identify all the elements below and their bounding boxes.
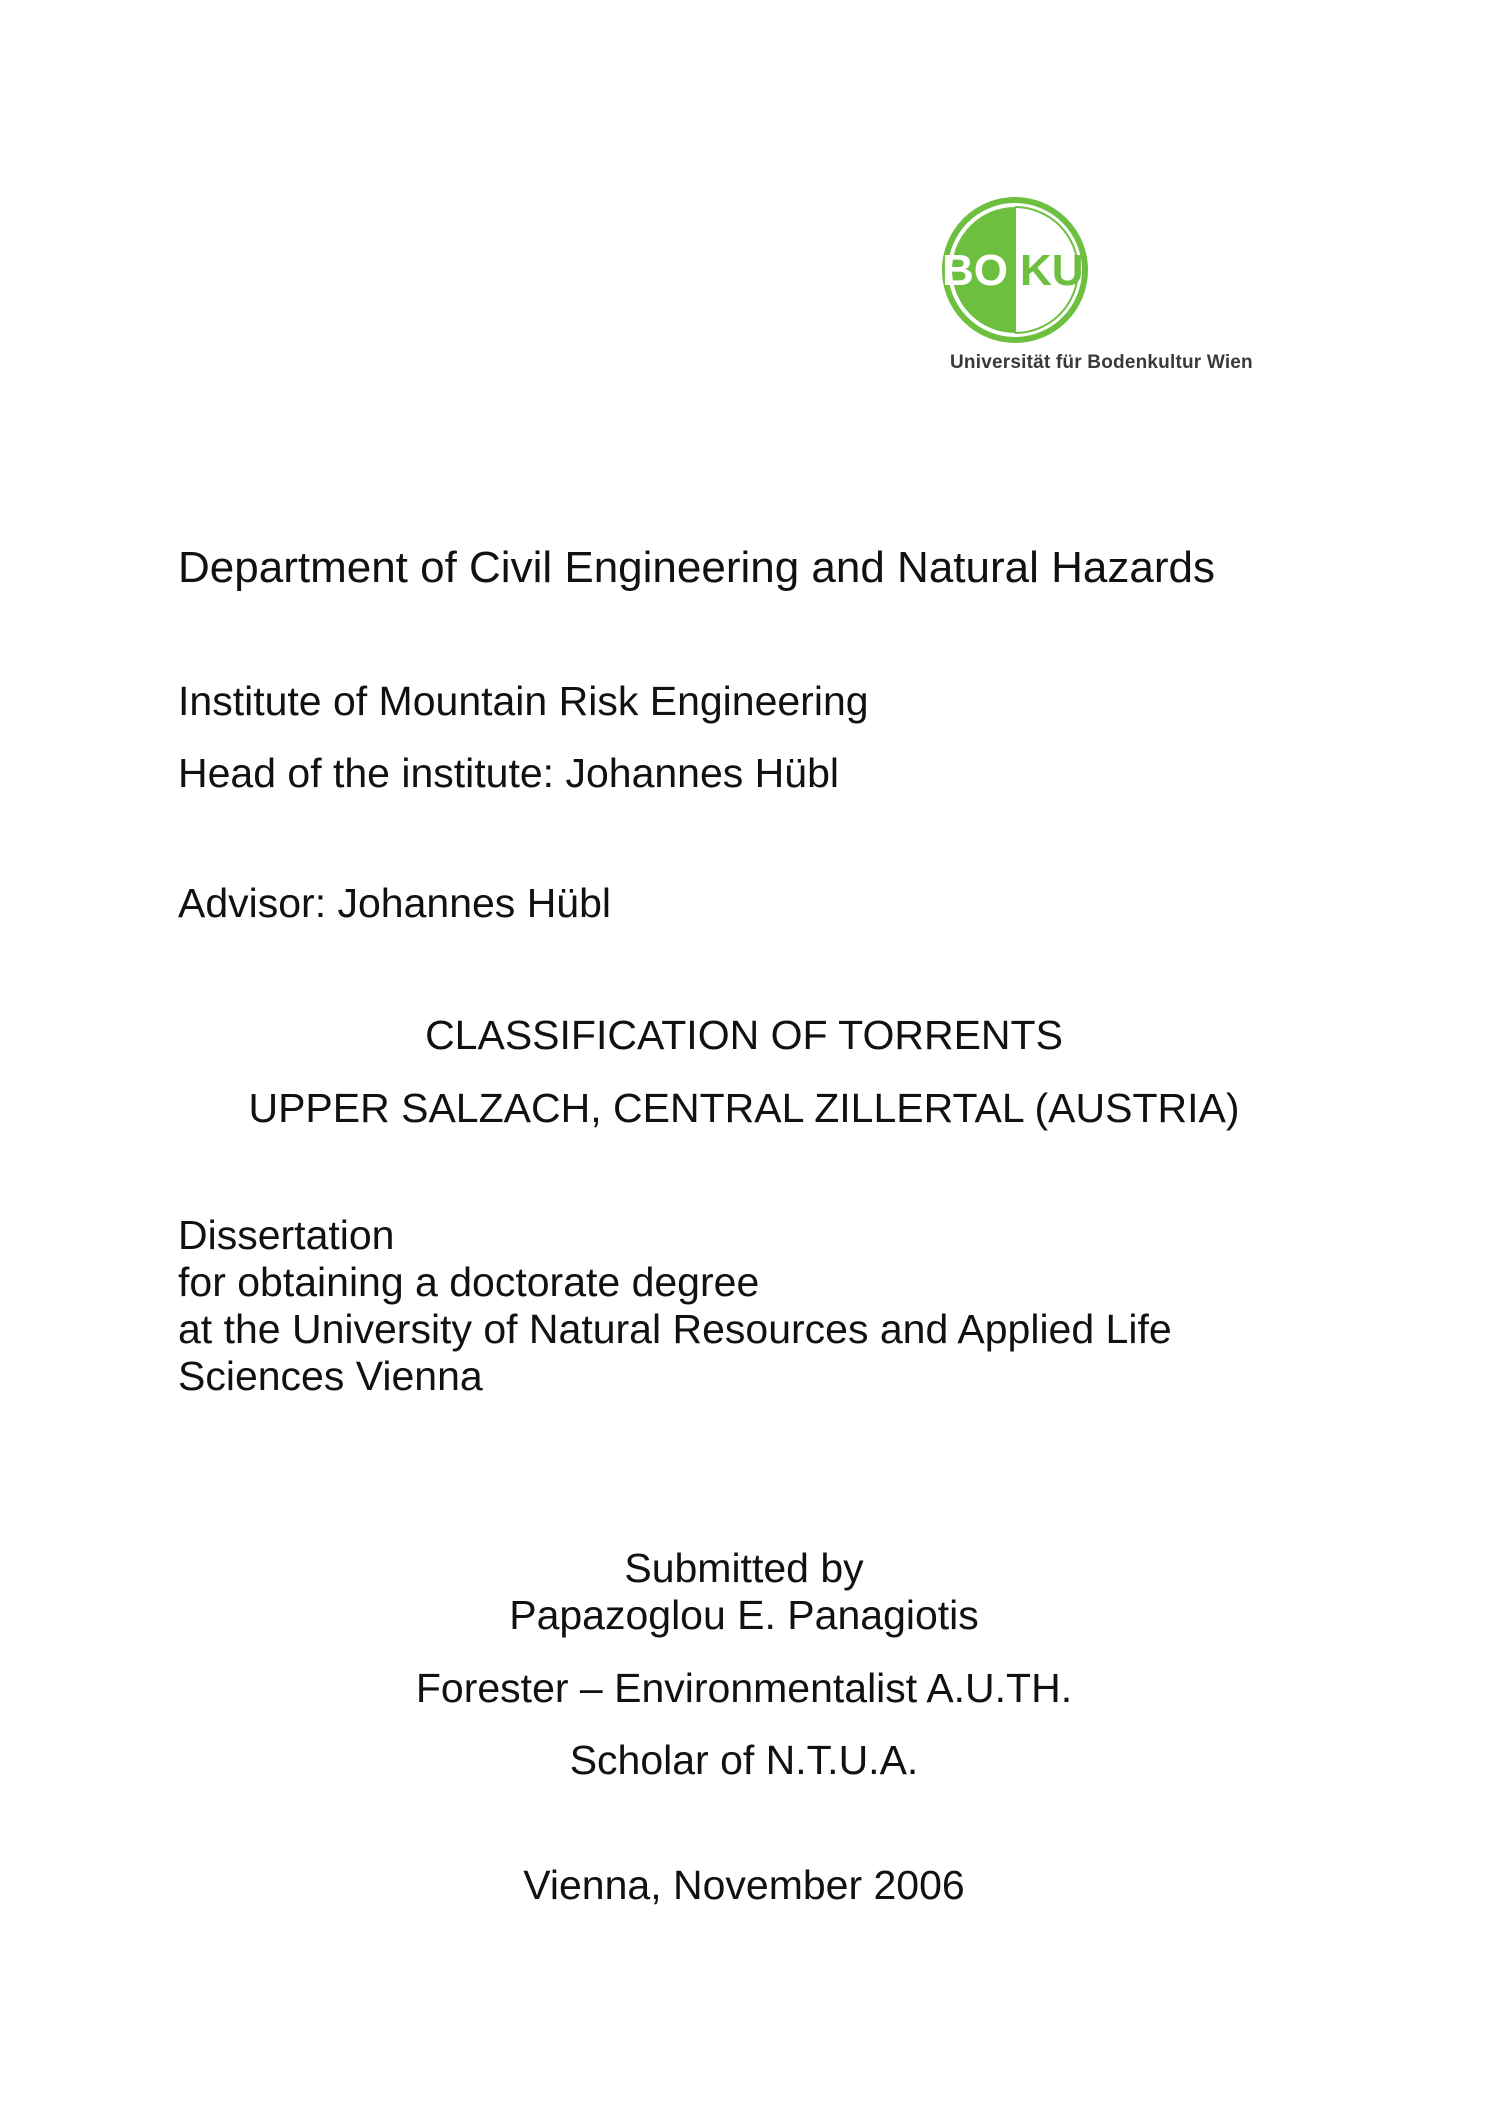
thesis-subtitle: UPPER SALZACH, CENTRAL ZILLERTAL (AUSTRIA) <box>248 1085 1240 1131</box>
author-credential: Scholar of N.T.U.A. <box>569 1737 919 1783</box>
dissertation-statement <box>178 1212 1172 1400</box>
svg-text:BO: BO <box>942 246 1008 295</box>
institute-name: Institute of Mountain Risk Engineering <box>178 678 869 724</box>
dissertation-line: Sciences Vienna <box>178 1353 483 1399</box>
department-name: Department of Civil Engineering and Natural Hazards <box>178 543 1215 592</box>
dissertation-line: for obtaining a doctorate degree <box>178 1259 760 1305</box>
thesis-title: CLASSIFICATION OF TORRENTS <box>425 1012 1063 1058</box>
submitted-by-label: Submitted by <box>624 1545 864 1591</box>
dissertation-line: Dissertation <box>178 1212 395 1258</box>
university-logo <box>940 195 1320 395</box>
head-of-institute: Head of the institute: Johannes Hübl <box>178 750 839 796</box>
advisor: Advisor: Johannes Hübl <box>178 880 612 926</box>
author-name: Papazoglou E. Panagiotis <box>509 1592 979 1638</box>
dissertation-line: at the University of Natural Resources and Applied Life <box>178 1306 1172 1352</box>
svg-text:KU: KU <box>1020 246 1084 295</box>
author-credential: Forester – Environmentalist A.U.TH. <box>415 1665 1073 1711</box>
place-and-date: Vienna, November 2006 <box>523 1862 965 1908</box>
boku-logo-icon <box>940 195 1090 345</box>
logo-caption: Universität für Bodenkultur Wien <box>950 352 1253 373</box>
